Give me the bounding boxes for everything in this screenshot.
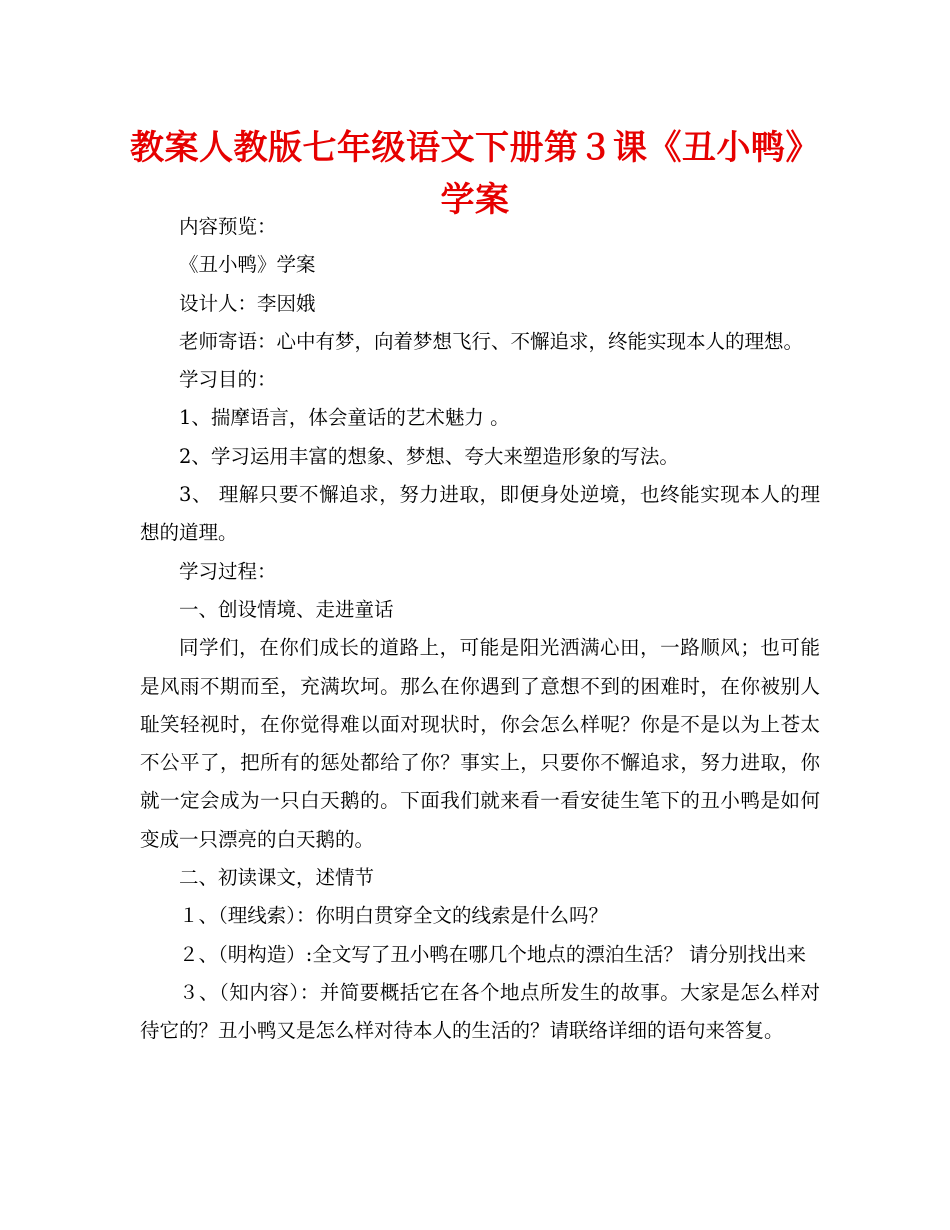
question-item: ３、（知内容）：并简要概括它在各个地点所发生的故事。大家是怎么样对待它的？丑小鸭又是怎么样对待本人的生活的？请联络详细的语句来答复。 [140, 980, 820, 1043]
objective-item: 2、学习运用丰富的想象、梦想、夸大来塑造形象的写法。 [179, 444, 679, 468]
process-heading: 学习过程： [179, 559, 277, 583]
subtitle: 《丑小鸭》学案 [179, 253, 316, 277]
section-heading: 二、初读课文，述情节 [179, 866, 375, 890]
preview-label: 内容预览： [179, 215, 277, 238]
intro-paragraph: 同学们，在你们成长的道路上，可能是阳光洒满心田，一路顺风；也可能是风雨不期而至，充满坎坷。那么在你遇到了意想不到的困难时，在你被别人耻笑轻视时，在你觉得难以面对现状时，你会怎么样呢？你是不是以为上苍太不公平了，把所有的惩处都给了你？事实上，只要你不懈追求，努力进取，你就一定会成为一只白天鹅的。下面我们就来看一看安徒生笔下的丑小鸭是如何变成一只漂亮的白天鹅的。 [140, 636, 820, 851]
document-title: 教案人教版七年级语文下册第３课《丑小鸭》学案 [130, 128, 820, 220]
designer-line: 设计人：李因娥 [179, 291, 316, 315]
question-item: １、（理线索）：你明白贯穿全文的线索是什么吗？ [179, 904, 609, 928]
objective-item: 3、 理解只要不懈追求，努力进取，即便身处逆境，也终能实现本人的理想的道理。 [140, 483, 820, 545]
teacher-message: 老师寄语：心中有梦，向着梦想飞行、不懈追求，终能实现本人的理想。 [179, 329, 804, 353]
section-heading: 一、创设情境、走进童话 [179, 597, 394, 621]
document-body [140, 208, 820, 1051]
question-item: ２、（明构造）:全文写了丑小鸭在哪几个地点的漂泊生活？ 请分别找出来 [179, 942, 807, 966]
objectives-heading: 学习目的： [179, 368, 277, 392]
objective-item: 1、揣摩语言，体会童话的艺术魅力 。 [179, 406, 510, 430]
